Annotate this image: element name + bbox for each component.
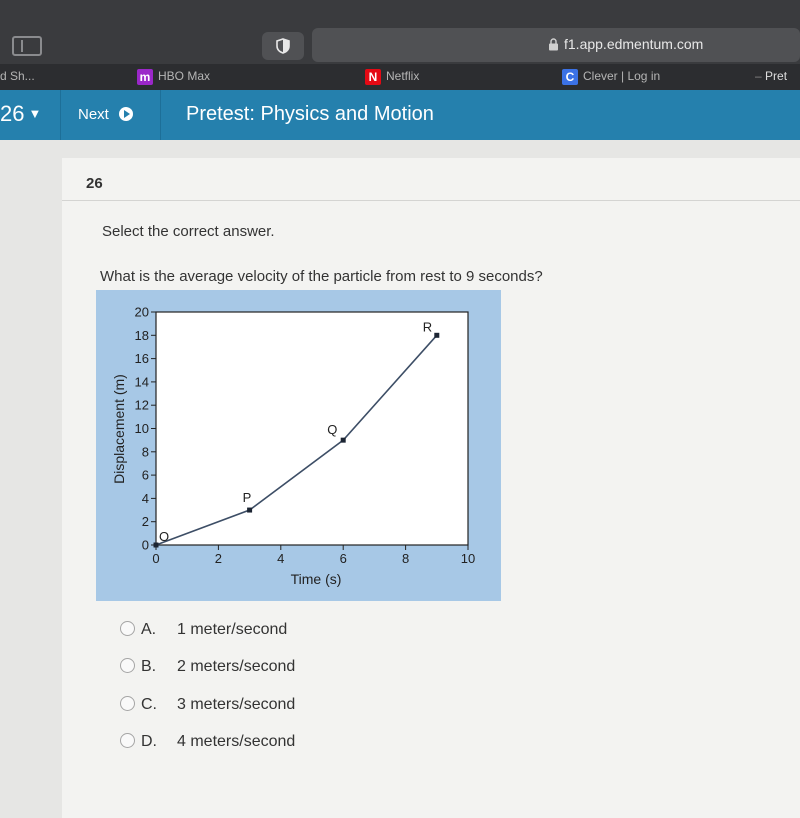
bookmark-label: Netflix	[386, 69, 420, 84]
radio-button[interactable]	[120, 696, 135, 711]
option-text: 4 meters/second	[177, 733, 296, 750]
radio-button[interactable]	[120, 658, 135, 673]
x-tick-label: 0	[152, 551, 160, 566]
y-axis-label: Displacement (m)	[111, 374, 127, 484]
plot-area	[156, 312, 468, 545]
sidebar-toggle-icon[interactable]	[12, 36, 42, 56]
option-letter: A.	[141, 621, 157, 638]
app-header	[0, 90, 800, 140]
next-button[interactable]	[78, 106, 133, 123]
hbo-max-icon: m	[137, 69, 153, 85]
bookmark-label: Clever | Log in	[583, 69, 661, 84]
y-tick-label: 8	[141, 444, 149, 460]
bookmark-netflix[interactable]	[365, 69, 419, 85]
data-point	[247, 508, 252, 513]
x-tick-label: 4	[277, 551, 285, 566]
chevron-down-icon: ▼	[28, 106, 42, 121]
x-tick-label: 6	[339, 551, 347, 566]
data-point	[341, 438, 346, 443]
y-tick-label: 20	[134, 304, 149, 320]
question-selector[interactable]	[0, 101, 41, 127]
y-tick-label: 4	[141, 490, 149, 506]
lock-icon	[548, 38, 559, 51]
y-tick-label: 18	[134, 327, 149, 343]
y-tick-label: 0	[141, 537, 149, 553]
option-text: 3 meters/second	[177, 696, 296, 713]
address-bar[interactable]	[312, 28, 800, 62]
netflix-icon: N	[365, 69, 381, 85]
shield-icon	[275, 38, 291, 54]
option-letter: B.	[141, 658, 157, 675]
question-number: 26	[0, 101, 25, 126]
bookmark-label: d Sh...	[0, 69, 35, 83]
bookmarks-bar	[0, 64, 800, 90]
divider	[160, 90, 161, 140]
divider	[62, 200, 800, 201]
option-text: 1 meter/second	[177, 621, 288, 638]
option-letter: D.	[141, 733, 157, 750]
browser-toolbar	[0, 0, 800, 64]
point-label: R	[422, 319, 433, 335]
question-number-label: 26	[86, 175, 103, 192]
bookmark-label: HBO Max	[158, 69, 211, 84]
bookmark-hbo-max[interactable]	[137, 69, 210, 85]
bookmark-label: Pret	[765, 69, 788, 83]
bookmark-clever[interactable]	[562, 69, 660, 85]
x-axis-label: Time (s)	[290, 571, 342, 587]
instruction-text: Select the correct answer.	[102, 223, 275, 240]
option-b[interactable]	[120, 658, 295, 676]
option-text: 2 meters/second	[177, 658, 296, 675]
bookmark-shared[interactable]	[0, 69, 35, 83]
bookmark-pretest[interactable]	[755, 69, 787, 83]
data-point	[154, 543, 159, 548]
radio-button[interactable]	[120, 733, 135, 748]
question-text: What is the average velocity of the particle from rest to 9 seconds?	[100, 268, 543, 285]
x-tick-label: 8	[401, 551, 410, 566]
y-tick-label: 6	[141, 467, 149, 483]
option-d[interactable]	[120, 733, 295, 751]
x-tick-label: 2	[214, 551, 223, 566]
y-tick-label: 12	[134, 397, 149, 413]
y-tick-label: 2	[141, 514, 149, 530]
arrow-right-icon	[119, 107, 133, 121]
point-label: Q	[327, 422, 338, 438]
y-tick-label: 14	[134, 374, 149, 390]
option-a[interactable]	[120, 621, 287, 639]
option-letter: C.	[141, 696, 157, 713]
option-c[interactable]	[120, 696, 295, 714]
privacy-shield-button[interactable]	[262, 32, 304, 60]
y-axis-ticks	[135, 305, 156, 553]
y-tick-label: 16	[134, 351, 149, 367]
point-label: P	[242, 490, 252, 506]
data-point	[434, 333, 439, 338]
clever-icon: C	[562, 69, 578, 85]
displacement-time-chart	[96, 290, 501, 601]
x-axis-ticks	[152, 545, 475, 566]
separator-icon: –	[755, 69, 762, 83]
divider	[60, 90, 61, 140]
y-tick-label: 10	[134, 421, 149, 436]
next-label: Next	[78, 106, 109, 123]
point-label: O	[159, 529, 170, 544]
address-text: f1.app.edmentum.com	[564, 36, 704, 52]
page-title: Pretest: Physics and Motion	[186, 103, 434, 125]
x-tick-label: 10	[460, 551, 476, 566]
radio-button[interactable]	[120, 621, 135, 636]
chart-container	[96, 290, 501, 601]
